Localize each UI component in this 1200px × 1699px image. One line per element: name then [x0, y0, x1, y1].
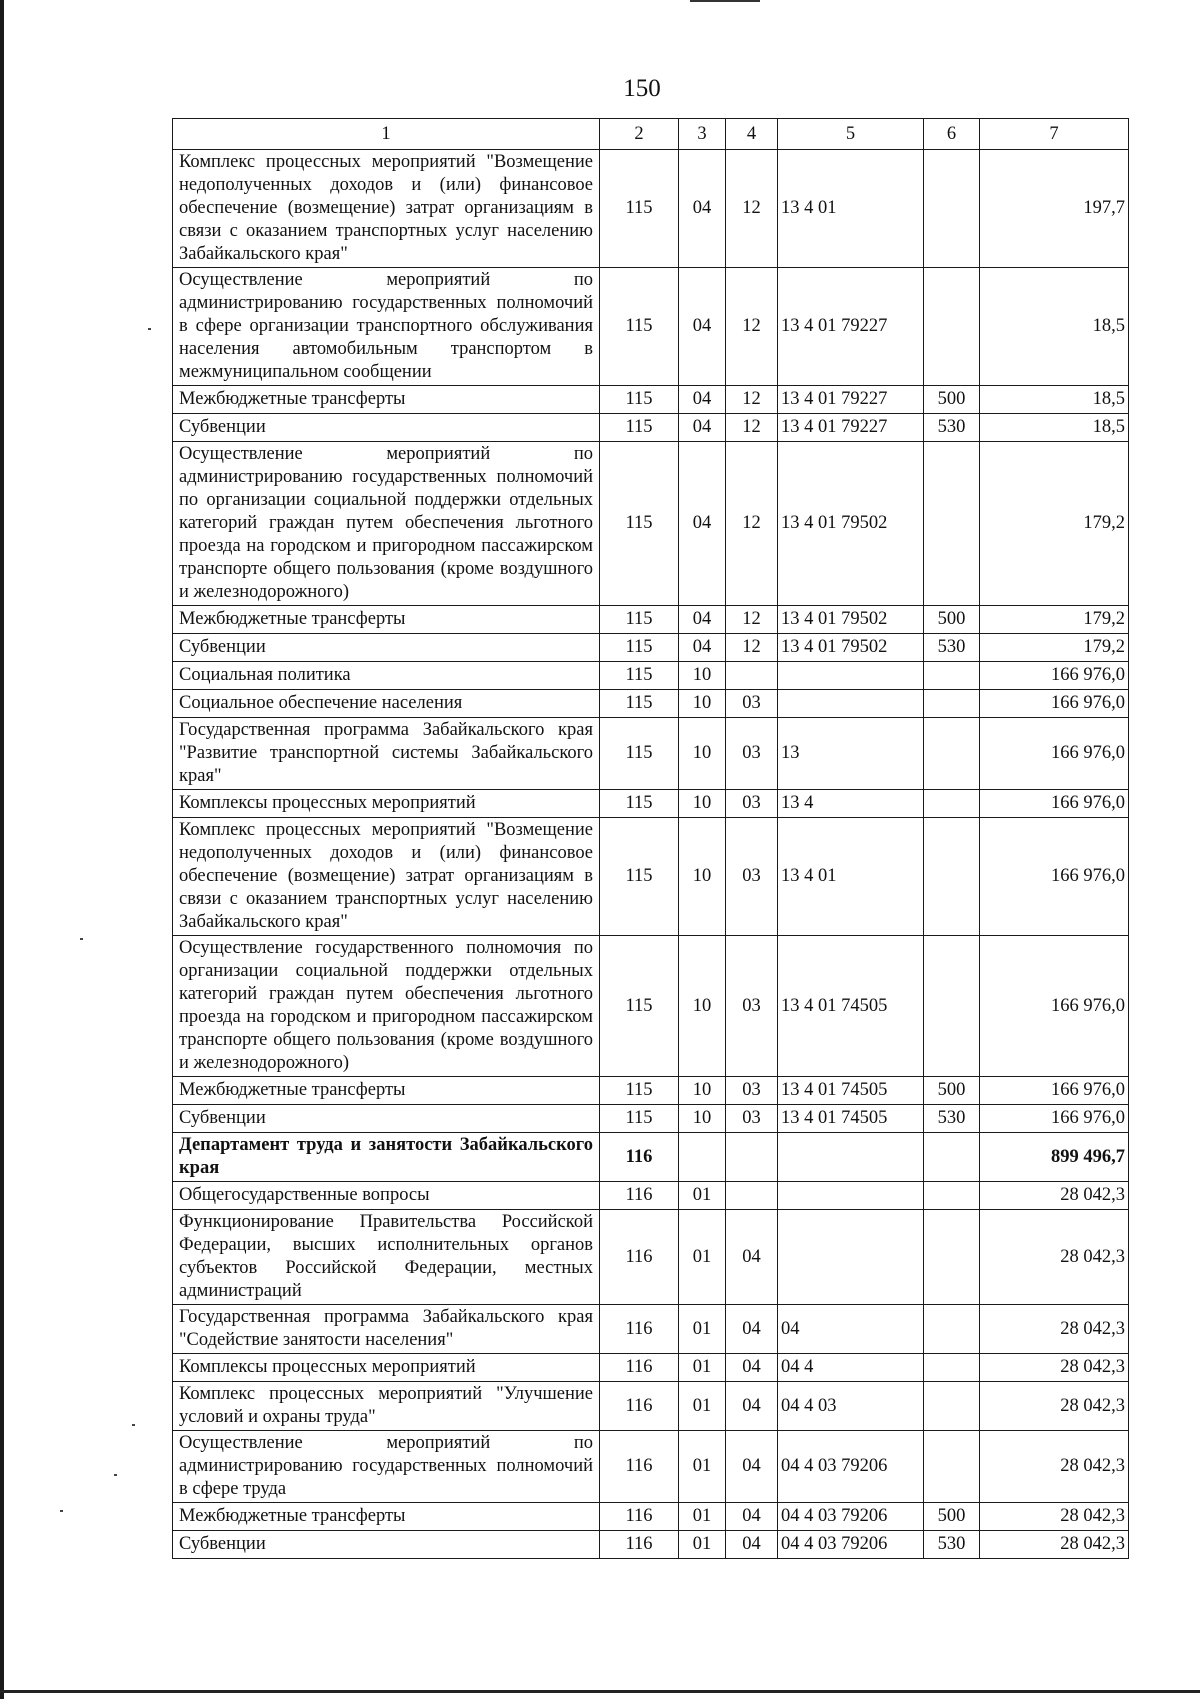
cell-expense-type	[924, 936, 980, 1077]
cell-subsection: 04	[726, 1431, 778, 1503]
cell-expense-type: 530	[924, 1531, 980, 1559]
cell-chapter: 115	[600, 662, 679, 690]
cell-section: 01	[679, 1354, 726, 1382]
column-header: 1	[173, 119, 600, 150]
cell-amount: 18,5	[980, 386, 1129, 414]
column-header: 3	[679, 119, 726, 150]
cell-target-article: 04 4 03	[778, 1382, 924, 1431]
row-name: Субвенции	[173, 634, 600, 662]
page-number: 150	[623, 75, 661, 102]
cell-target-article: 13 4 01 74505	[778, 1077, 924, 1105]
cell-amount: 197,7	[980, 150, 1129, 268]
row-name: Социальное обеспечение населения	[173, 690, 600, 718]
cell-subsection: 03	[726, 1077, 778, 1105]
cell-target-article	[778, 1210, 924, 1305]
cell-subsection: 12	[726, 150, 778, 268]
cell-section: 10	[679, 690, 726, 718]
table-row	[173, 634, 1129, 662]
column-header: 4	[726, 119, 778, 150]
cell-chapter: 116	[600, 1531, 679, 1559]
cell-target-article	[778, 662, 924, 690]
column-header: 5	[778, 119, 924, 150]
cell-section: 01	[679, 1503, 726, 1531]
row-name: Осуществление государственного полномочия по организации социальной поддержки отдельных категорий граждан путем обеспечения льготного проезда на городском и пригородном пассажирском транспорте общего пользования (кроме воздушного и железнодорожного)	[173, 936, 600, 1077]
cell-target-article: 13 4 01 79227	[778, 414, 924, 442]
cell-amount: 28 042,3	[980, 1382, 1129, 1431]
cell-target-article: 04 4	[778, 1354, 924, 1382]
cell-expense-type	[924, 1182, 980, 1210]
cell-expense-type	[924, 1431, 980, 1503]
cell-subsection: 12	[726, 442, 778, 606]
cell-amount: 28 042,3	[980, 1305, 1129, 1354]
table-row	[173, 1354, 1129, 1382]
cell-expense-type	[924, 150, 980, 268]
row-name: Государственная программа Забайкальского края "Развитие транспортной системы Забайкальского края"	[173, 718, 600, 790]
table-row	[173, 1182, 1129, 1210]
cell-expense-type	[924, 662, 980, 690]
cell-target-article: 13 4 01 79227	[778, 386, 924, 414]
cell-section: 04	[679, 634, 726, 662]
scan-edge-bottom	[0, 1690, 1200, 1693]
cell-chapter: 115	[600, 790, 679, 818]
cell-expense-type: 500	[924, 1077, 980, 1105]
cell-chapter: 115	[600, 690, 679, 718]
cell-section: 01	[679, 1431, 726, 1503]
cell-target-article: 13 4 01 79502	[778, 606, 924, 634]
scan-speck	[132, 1424, 135, 1426]
table-row	[173, 414, 1129, 442]
cell-chapter: 116	[600, 1354, 679, 1382]
cell-amount: 166 976,0	[980, 662, 1129, 690]
cell-amount: 28 042,3	[980, 1531, 1129, 1559]
cell-subsection: 04	[726, 1210, 778, 1305]
cell-chapter: 115	[600, 268, 679, 386]
budget-table	[172, 118, 1129, 1559]
row-name: Социальная политика	[173, 662, 600, 690]
cell-amount: 899 496,7	[980, 1133, 1129, 1182]
cell-subsection: 04	[726, 1531, 778, 1559]
cell-section: 04	[679, 414, 726, 442]
cell-subsection	[726, 1182, 778, 1210]
row-name: Межбюджетные трансферты	[173, 1077, 600, 1105]
cell-target-article	[778, 1133, 924, 1182]
column-header-row	[173, 119, 1129, 150]
table-row	[173, 1382, 1129, 1431]
cell-amount: 166 976,0	[980, 790, 1129, 818]
cell-section: 01	[679, 1210, 726, 1305]
cell-section: 04	[679, 442, 726, 606]
cell-section: 10	[679, 1077, 726, 1105]
cell-expense-type	[924, 1382, 980, 1431]
cell-expense-type	[924, 1133, 980, 1182]
cell-target-article: 13 4 01	[778, 150, 924, 268]
table-row	[173, 606, 1129, 634]
cell-expense-type	[924, 690, 980, 718]
row-name: Общегосударственные вопросы	[173, 1182, 600, 1210]
cell-target-article: 04	[778, 1305, 924, 1354]
cell-chapter: 115	[600, 1077, 679, 1105]
cell-section: 10	[679, 790, 726, 818]
cell-chapter: 116	[600, 1431, 679, 1503]
table-body	[173, 150, 1129, 1559]
row-name: Осуществление мероприятий по администрированию государственных полномочий по организации социальной поддержки отдельных категорий граждан путем обеспечения льготного проезда на городском и пригородном пассажирском транспорте общего пользования (кроме воздушного и железнодорожного)	[173, 442, 600, 606]
cell-target-article	[778, 1182, 924, 1210]
cell-expense-type: 500	[924, 1503, 980, 1531]
cell-section: 01	[679, 1182, 726, 1210]
cell-amount: 28 042,3	[980, 1503, 1129, 1531]
scan-edge-left	[0, 0, 4, 1699]
row-name: Субвенции	[173, 414, 600, 442]
cell-subsection: 03	[726, 718, 778, 790]
table-row	[173, 1077, 1129, 1105]
cell-chapter: 115	[600, 442, 679, 606]
scan-speck	[148, 328, 151, 330]
cell-amount: 28 042,3	[980, 1210, 1129, 1305]
cell-chapter: 116	[600, 1382, 679, 1431]
table-row	[173, 818, 1129, 936]
cell-expense-type: 530	[924, 1105, 980, 1133]
cell-subsection: 04	[726, 1354, 778, 1382]
cell-section: 01	[679, 1382, 726, 1431]
row-name: Субвенции	[173, 1105, 600, 1133]
cell-target-article: 13 4 01 79227	[778, 268, 924, 386]
table-row	[173, 1305, 1129, 1354]
cell-amount: 28 042,3	[980, 1431, 1129, 1503]
cell-expense-type	[924, 1354, 980, 1382]
scan-speck	[80, 938, 83, 940]
table-row	[173, 1105, 1129, 1133]
column-header: 2	[600, 119, 679, 150]
cell-section: 04	[679, 386, 726, 414]
cell-subsection: 04	[726, 1503, 778, 1531]
cell-subsection: 12	[726, 414, 778, 442]
cell-chapter: 115	[600, 414, 679, 442]
cell-expense-type: 500	[924, 606, 980, 634]
cell-subsection	[726, 662, 778, 690]
cell-expense-type	[924, 818, 980, 936]
cell-amount: 28 042,3	[980, 1354, 1129, 1382]
table-row	[173, 690, 1129, 718]
cell-expense-type	[924, 1210, 980, 1305]
cell-subsection: 12	[726, 268, 778, 386]
cell-subsection: 04	[726, 1382, 778, 1431]
cell-section: 10	[679, 818, 726, 936]
cell-chapter: 115	[600, 606, 679, 634]
table-row	[173, 1133, 1129, 1182]
cell-expense-type	[924, 268, 980, 386]
row-name: Межбюджетные трансферты	[173, 1503, 600, 1531]
cell-target-article: 13 4 01 79502	[778, 634, 924, 662]
cell-amount: 166 976,0	[980, 690, 1129, 718]
cell-amount: 166 976,0	[980, 718, 1129, 790]
scan-speck	[114, 1474, 117, 1476]
cell-chapter: 115	[600, 718, 679, 790]
row-name: Комплексы процессных мероприятий	[173, 790, 600, 818]
cell-subsection: 12	[726, 386, 778, 414]
row-name: Комплекс процессных мероприятий "Возмещение недополученных доходов и (или) финансовое обеспечение (возмещение) затрат организациям в связи с оказанием транспортных услуг населению Забайкальского края"	[173, 150, 600, 268]
table-row	[173, 442, 1129, 606]
cell-chapter: 115	[600, 634, 679, 662]
cell-target-article: 13 4	[778, 790, 924, 818]
row-name: Межбюджетные трансферты	[173, 386, 600, 414]
cell-target-article: 04 4 03 79206	[778, 1431, 924, 1503]
cell-target-article: 13 4 01 79502	[778, 442, 924, 606]
column-header: 7	[980, 119, 1129, 150]
table-row	[173, 1503, 1129, 1531]
cell-chapter: 116	[600, 1210, 679, 1305]
cell-subsection: 03	[726, 936, 778, 1077]
cell-section: 04	[679, 606, 726, 634]
cell-target-article: 13 4 01 74505	[778, 936, 924, 1077]
cell-target-article: 13	[778, 718, 924, 790]
cell-chapter: 115	[600, 386, 679, 414]
cell-target-article: 04 4 03 79206	[778, 1503, 924, 1531]
cell-chapter: 116	[600, 1305, 679, 1354]
cell-amount: 18,5	[980, 414, 1129, 442]
row-name: Комплекс процессных мероприятий "Возмещение недополученных доходов и (или) финансовое обеспечение (возмещение) затрат организациям в связи с оказанием транспортных услуг населению Забайкальского края"	[173, 818, 600, 936]
cell-subsection: 03	[726, 790, 778, 818]
scan-edge-top	[690, 0, 760, 2]
cell-section: 10	[679, 936, 726, 1077]
row-name: Комплексы процессных мероприятий	[173, 1354, 600, 1382]
cell-section: 01	[679, 1305, 726, 1354]
row-name: Осуществление мероприятий по администрированию государственных полномочий в сфере организации транспортного обслуживания населения автомобильным транспортом в межмуниципальном сообщении	[173, 268, 600, 386]
cell-amount: 179,2	[980, 634, 1129, 662]
cell-subsection: 03	[726, 818, 778, 936]
row-name: Комплекс процессных мероприятий "Улучшение условий и охраны труда"	[173, 1382, 600, 1431]
table-row	[173, 268, 1129, 386]
cell-section: 10	[679, 662, 726, 690]
cell-chapter: 115	[600, 150, 679, 268]
cell-subsection: 04	[726, 1305, 778, 1354]
cell-chapter: 116	[600, 1503, 679, 1531]
cell-expense-type	[924, 442, 980, 606]
cell-amount: 179,2	[980, 442, 1129, 606]
cell-expense-type: 530	[924, 634, 980, 662]
cell-target-article: 13 4 01 74505	[778, 1105, 924, 1133]
table-row	[173, 1531, 1129, 1559]
cell-section: 04	[679, 150, 726, 268]
cell-amount: 166 976,0	[980, 1077, 1129, 1105]
cell-subsection	[726, 1133, 778, 1182]
table-row	[173, 386, 1129, 414]
cell-amount: 166 976,0	[980, 818, 1129, 936]
table-row	[173, 790, 1129, 818]
cell-target-article: 04 4 03 79206	[778, 1531, 924, 1559]
table-row	[173, 150, 1129, 268]
cell-section: 10	[679, 718, 726, 790]
row-name: Осуществление мероприятий по администрированию государственных полномочий в сфере труда	[173, 1431, 600, 1503]
cell-subsection: 12	[726, 634, 778, 662]
cell-expense-type	[924, 790, 980, 818]
table-row	[173, 936, 1129, 1077]
cell-amount: 28 042,3	[980, 1182, 1129, 1210]
cell-section: 04	[679, 268, 726, 386]
cell-subsection: 03	[726, 1105, 778, 1133]
cell-amount: 18,5	[980, 268, 1129, 386]
cell-chapter: 115	[600, 936, 679, 1077]
column-header: 6	[924, 119, 980, 150]
row-name: Субвенции	[173, 1531, 600, 1559]
cell-expense-type	[924, 1305, 980, 1354]
cell-chapter: 115	[600, 1105, 679, 1133]
cell-section: 01	[679, 1531, 726, 1559]
table-row	[173, 718, 1129, 790]
row-name: Функционирование Правительства Российской Федерации, высших исполнительных органов субъектов Российской Федерации, местных администраций	[173, 1210, 600, 1305]
cell-amount: 166 976,0	[980, 1105, 1129, 1133]
row-name: Межбюджетные трансферты	[173, 606, 600, 634]
scan-speck	[60, 1510, 63, 1512]
row-name: Департамент труда и занятости Забайкальского края	[173, 1133, 600, 1182]
cell-expense-type: 530	[924, 414, 980, 442]
cell-chapter: 116	[600, 1182, 679, 1210]
cell-chapter: 116	[600, 1133, 679, 1182]
cell-amount: 179,2	[980, 606, 1129, 634]
cell-target-article: 13 4 01	[778, 818, 924, 936]
cell-amount: 166 976,0	[980, 936, 1129, 1077]
row-name: Государственная программа Забайкальского края "Содействие занятости населения"	[173, 1305, 600, 1354]
cell-target-article	[778, 690, 924, 718]
cell-section	[679, 1133, 726, 1182]
table-row	[173, 662, 1129, 690]
table-row	[173, 1210, 1129, 1305]
cell-subsection: 03	[726, 690, 778, 718]
cell-subsection: 12	[726, 606, 778, 634]
table-row	[173, 1431, 1129, 1503]
cell-expense-type: 500	[924, 386, 980, 414]
cell-chapter: 115	[600, 818, 679, 936]
cell-section: 10	[679, 1105, 726, 1133]
cell-expense-type	[924, 718, 980, 790]
